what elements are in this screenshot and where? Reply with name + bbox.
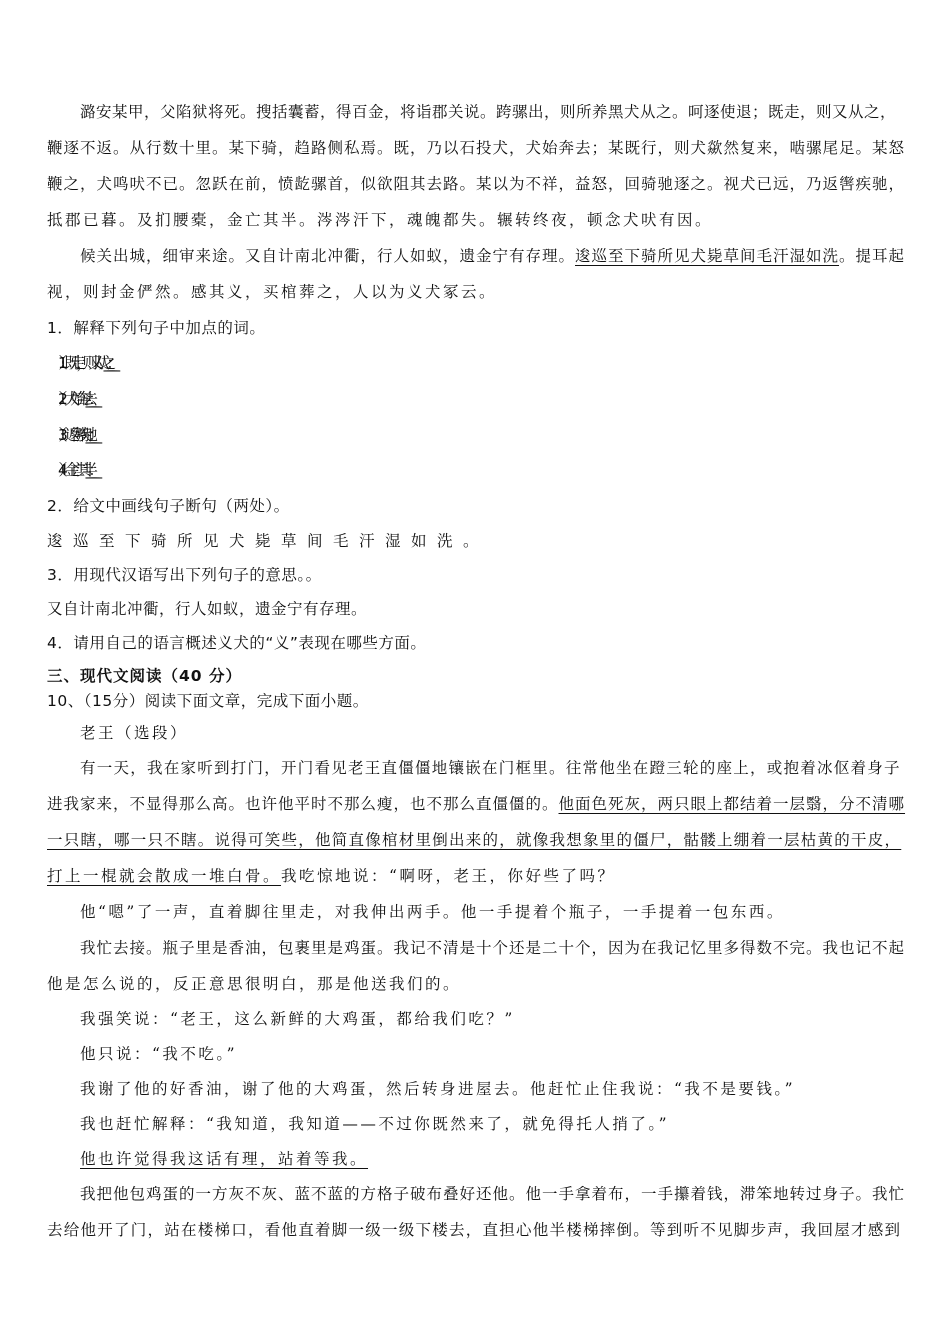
classical-p1-line3: 鞭之，犬鸣吠不已。忽跃在前，愤龁骡首，似欲阻其去路。某以为不祥，益怒，回骑驰逐之。视犬已远，乃返辔疾驰，: [47, 175, 906, 193]
classical-p1-line4: 抵郡已暮。及扪腰橐，金亡其半。涔涔汗下，魂魄都失。辗转终夜，顿念犬吠有因。: [47, 211, 714, 229]
classical-p1-line1: 潞安某甲，父陷狱将死。搜括囊蓄，得百金，将诣郡关说。跨骡出，则所养黑犬从之。呵逐使退；既走，则又从之，: [80, 103, 897, 121]
question-10: 10、（15分）阅读下面文章，完成下面小题。: [47, 692, 369, 710]
modern-p1-line3: 一只瞎，哪一只不瞎。说得可笑些，他简直像棺材里倒出来的，就像我想象里的僵尸，骷髅上绷着一层枯黄的干皮，: [47, 831, 902, 849]
modern-p3-line2: 他是怎么说的，反正意思很明白，那是他送我们的。: [47, 975, 462, 993]
modern-p7: 我也赶忙解释：“我知道，我知道——不过你既然来了，就免得托人捎了。”: [80, 1115, 670, 1133]
modern-p1-dialogue: 我吃惊地说：“啊呀，老王，你好些了吗？: [281, 867, 616, 885]
question-1-item-1: （1）既走，则又从之：______: [52, 354, 102, 372]
modern-p1-text: 进我家来，不显得那么高。也许他平时不那么瘦，也不那么直僵僵的。: [47, 795, 559, 813]
classical-p2-text-tail: 。提耳起: [839, 247, 906, 265]
classical-p2-line2: 视，则封金俨然。感其义，买棺葬之，人以为义犬冢云。: [47, 283, 498, 301]
modern-p1-line1: 有一天，我在家听到打门，开门看见老王直僵僵地镶嵌在门框里。往常他坐在蹬三轮的座上，或抱着冰伛着身子: [80, 759, 901, 777]
question-2: 2．给文中画线句子断句（两处）。: [47, 497, 290, 515]
modern-p8-underlined: 他也许觉得我这话有理，站着等我。: [80, 1150, 369, 1168]
article-title: 老王（选段）: [80, 724, 189, 742]
modern-p9-line1: 我把他包鸡蛋的一方灰不灰、蓝不蓝的方格子破布叠好还他。他一手拿着布，一手攥着钱，滞笨地转过身子。我忙: [80, 1185, 906, 1203]
question-1-item-2: （2）犬始奔去：______: [52, 390, 84, 408]
question-1: 1．解释下列句子中加点的词。: [47, 319, 266, 337]
modern-p6: 我谢了他的好香油，谢了他的大鸡蛋，然后转身进屋去。他赶忙止住我说：“我不是要钱。”: [80, 1080, 796, 1098]
modern-p1-line4: [47, 864, 905, 886]
classical-p1-line2: 鞭逐不返。从行数十里。某下骑，趋路侧私焉。既，乃以石投犬，犬始奔去；某既行，则犬歘然复来，啮骡尾足。某怒: [47, 139, 906, 157]
modern-p5: 他只说：“我不吃。”: [80, 1045, 238, 1063]
modern-p2: 他“嗯”了一声，直着脚往里走，对我伸出两手。他一手提着个瓶子，一手提着一包东西。: [80, 903, 785, 921]
modern-p4: 我强笑说：“老王，这么新鲜的大鸡蛋，都给我们吃？”: [80, 1010, 515, 1028]
question-4: 4．请用自己的语言概述义犬的“义”表现在哪些方面。: [47, 634, 427, 652]
classical-p2-text: 候关出城，细审来途。又自计南北冲衢，行人如蚁，遗金宁有存理。: [80, 247, 576, 265]
modern-p3-line1: 我忙去接。瓶子里是香油，包裹里是鸡蛋。我记不清是十个还是二十个，因为在我记忆里多得数不完。我也记不起: [80, 939, 906, 957]
question-2-sentence: 逡巡至下骑所见犬毙草间毛汗湿如洗。: [47, 532, 490, 550]
classical-underlined-sentence: 逡巡至下骑所见犬毙草间毛汗湿如洗: [575, 247, 840, 265]
question-3: 3．用现代汉语写出下列句子的意思。。: [47, 566, 322, 584]
modern-p9-line2: 去给他开了门，站在楼梯口，看他直着脚一级一级下楼去，直担心他半楼梯摔倒。等到听不见脚步声，我回屋才感到: [47, 1221, 902, 1239]
modern-underlined-text-end: 打上一棍就会散成一堆白骨。: [47, 867, 282, 885]
modern-underlined-text: 他面色死灰，两只眼上都结着一层翳，分不清哪: [558, 795, 906, 813]
question-1-item-3: （3）返辔疾驰：______: [52, 426, 84, 444]
question-1-item-4: （4）金亡其半：______: [52, 461, 84, 479]
modern-p1-line2: [47, 792, 905, 814]
question-3-sentence: 又自计南北冲衢，行人如蚁，遗金宁有存理。: [47, 600, 368, 618]
section-heading: 三、现代文阅读（40 分）: [47, 667, 242, 685]
classical-p2-line1: [80, 244, 905, 266]
